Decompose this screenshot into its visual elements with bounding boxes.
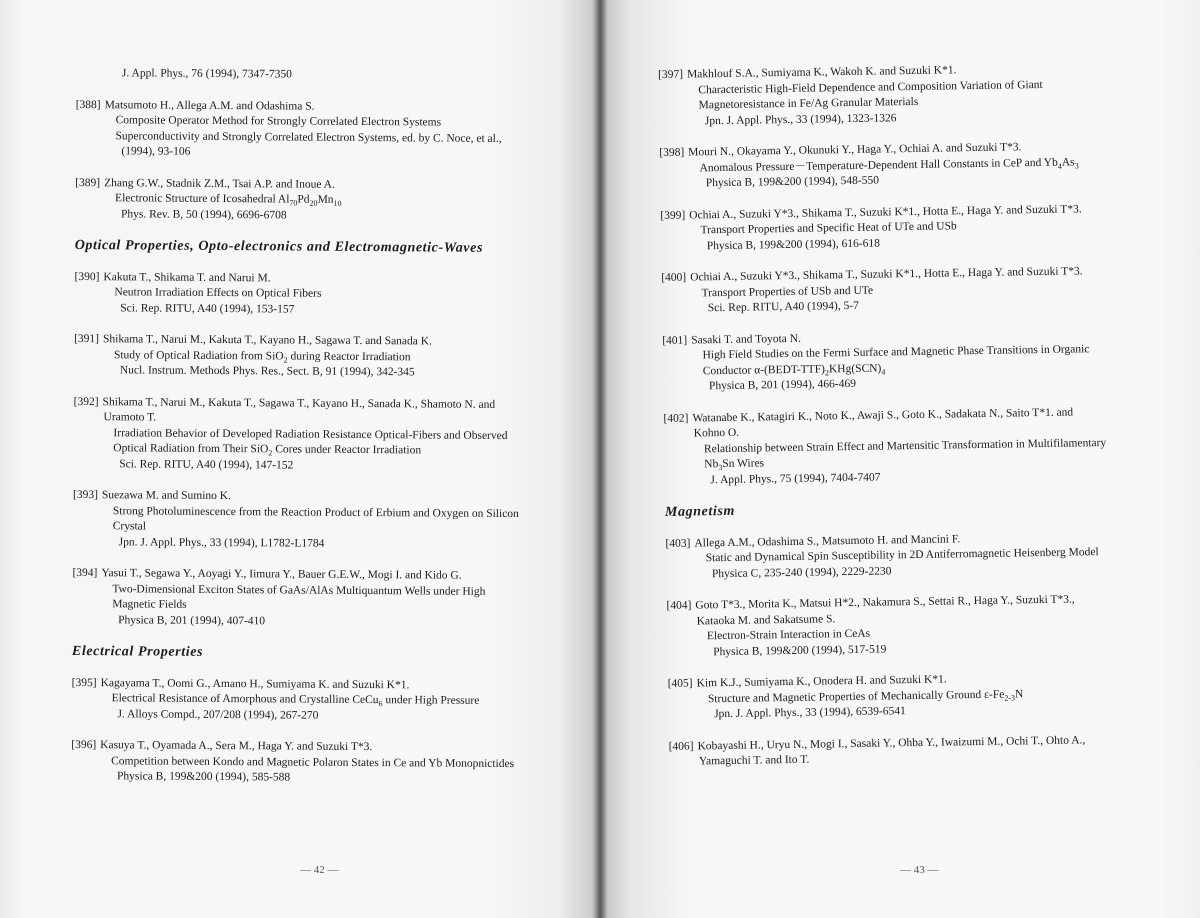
- citation-title: Study of Optical Radiation from SiO$_2$ during Reactor Irradiation: [113, 348, 411, 364]
- citation-number: [406]: [668, 740, 694, 753]
- citation-number: [405]: [667, 677, 693, 690]
- citation-title-cont: Superconductivity and Strongly Correlated Electron Systems, ed. by C. Noce, et al.,: [115, 129, 502, 145]
- citation-authors-cont: Kataoka M. and Sakatsume S.: [696, 612, 836, 627]
- citation-number: [404]: [666, 599, 692, 612]
- citation-number: [396]: [71, 738, 97, 752]
- section-heading: Magnetism: [664, 503, 736, 520]
- citation-title-cont: Crystal: [112, 520, 147, 533]
- citation-authors: Shikama T., Narui M., Kakuta T., Kayano H., Sagawa T. and Sanada K.: [102, 333, 433, 348]
- citation-title: Transport Properties of USb and UTe: [701, 284, 874, 299]
- citation-entry: [660, 200, 1181, 255]
- citation-journal: J. Appl. Phys., 75 (1994), 7404-7407: [710, 471, 881, 486]
- citation-title-cont: Optical Radiation from Their SiO$_2$ Cores under Reactor Irradiation: [113, 442, 422, 458]
- citation-journal: Jpn. J. Appl. Phys., 33 (1994), 6539-6541: [714, 705, 906, 721]
- citation-title: Composite Operator Method for Strongly Correlated Electron Systems: [115, 114, 442, 129]
- citation-entry: [662, 325, 1183, 395]
- citation-journal: Physica B, 201 (1994), 407-410: [118, 613, 266, 627]
- citation-title: Strong Photoluminescence from the Reaction Product of Erbium and Oxygen on Silicon: [112, 504, 519, 520]
- citation-authors: Shikama T., Narui M., Kakuta T., Sagawa T., Kayano H., Sanada K., Shamoto N. and: [102, 395, 496, 411]
- citation-title: Electron-Strain Interaction in CeAs: [706, 627, 871, 643]
- citation-journal: Nucl. Instrum. Methods Phys. Res., Sect. B, 91 (1994), 342-345: [119, 364, 415, 379]
- citation-journal: Physica C, 235-240 (1994), 2229-2230: [711, 564, 892, 580]
- citation-entry: [668, 669, 1189, 724]
- citation-journal: Sci. Rep. RITU, A40 (1994), 153-157: [120, 301, 295, 316]
- citation-entry: [658, 60, 1179, 130]
- citation-authors: Kakuta T., Shikama T. and Narui M.: [103, 270, 271, 284]
- citation-authors: Yasui T., Segawa Y., Aoyagi Y., Iimura Y., Bauer G.E.W., Mogi I. and Kido G.: [101, 567, 462, 582]
- citation-number: [398]: [659, 146, 685, 159]
- citation-authors: Suezawa M. and Sumino K.: [101, 489, 232, 503]
- citation-entry: [665, 528, 1186, 583]
- citation-entry: [75, 97, 575, 162]
- citation-entry: [659, 138, 1180, 193]
- citation-entry: [669, 731, 1189, 770]
- citation-number: [397]: [658, 68, 684, 81]
- citation-authors-cont: Yamaguchi T. and Ito T.: [698, 753, 810, 768]
- citation-title: Characteristic High-Field Dependence and Composition Variation of Giant: [698, 78, 1043, 96]
- citation-title-cont: Magnetoresistance in Fe/Ag Granular Materials: [698, 95, 919, 112]
- citation-authors: Matsumoto H., Allega A.M. and Odashima S.: [104, 98, 315, 113]
- citation-number: [400]: [661, 271, 687, 284]
- citation-title: Static and Dynamical Spin Susceptibility in 2D Antiferromagnetic Heisenberg Model: [705, 546, 1099, 565]
- citation-authors: Kobayashi H., Uryu N., Mogi I., Sasaki Y., Ohba Y., Iwaizumi M., Ochi T., Ohto A.,: [697, 733, 1086, 752]
- citation-number: [394]: [72, 566, 98, 580]
- citation-title-cont: Magnetic Fields: [112, 598, 187, 611]
- left-page-column: [71, 66, 576, 804]
- citation-number: [391]: [74, 332, 100, 346]
- citation-authors: Kasuya T., Oyamada A., Sera M., Haga Y. and Suzuki T*3.: [100, 739, 373, 754]
- citation-entry: [74, 269, 574, 319]
- citation-entry: [71, 738, 571, 788]
- citation-authors: Ochiai A., Suzuki Y*3., Shikama T., Suzuki K*1., Hotta E., Haga Y. and Suzuki T*3.: [689, 202, 1082, 222]
- citation-entry: [661, 263, 1182, 318]
- page-number-left: — 42 —: [300, 864, 339, 876]
- citation-entry: [72, 566, 572, 631]
- citation-journal: Sci. Rep. RITU, A40 (1994), 5-7: [707, 299, 859, 315]
- citation-authors: Zhang G.W., Stadnik Z.M., Tsai A.P. and Inoue A.: [104, 176, 335, 191]
- citation-entry: [75, 175, 575, 225]
- citation-authors: Mouri N., Okayama Y., Okunuki Y., Haga Y., Ochiai A. and Suzuki T*3.: [688, 141, 1022, 159]
- citation-number: [388]: [75, 98, 101, 111]
- citation-number: [393]: [72, 488, 98, 502]
- citation-journal: Physica B, 199&200 (1994), 585-588: [117, 770, 291, 784]
- citation-journal: Physica B, 199&200 (1994), 616-618: [706, 237, 881, 252]
- section-heading: Optical Properties, Opto-electronics and Electromagnetic-Waves: [74, 237, 484, 256]
- citation-journal: Physica B, 201 (1994), 466-469: [708, 377, 857, 393]
- citation-title: Transport Properties and Specific Heat of UTe and USb: [700, 220, 957, 237]
- continued-citation: [76, 66, 576, 85]
- citation-authors: Makhlouf S.A., Sumiyama K., Wakoh K. and Suzuki K*1.: [686, 64, 957, 81]
- citation-journal: J. Alloys Compd., 207/208 (1994), 267-270: [117, 707, 319, 722]
- citation-number: [399]: [660, 209, 686, 222]
- citation-title: Electrical Resistance of Amorphous and Crystalline CeCu$_6$ under High Pressure: [111, 692, 480, 709]
- citation-entry: [666, 591, 1187, 661]
- right-page: [600, 0, 1200, 918]
- citation-title: Two-Dimensional Exciton States of GaAs/AlAs Multiquantum Wells under High: [112, 582, 486, 598]
- citation-authors-cont: Uramoto T.: [103, 411, 157, 424]
- citation-title: Neutron Irradiation Effects on Optical Fibers: [114, 286, 322, 300]
- citation-entry: [71, 675, 571, 725]
- citation-title: Anomalous Pressure－Temperature-Dependent Hall Constants in CeP and $Yb_4As_3$: [699, 155, 1079, 174]
- citation-journal: Jpn. J. Appl. Phys., 33 (1994), 1323-1326: [704, 111, 897, 127]
- citation-title: Irradiation Behavior of Developed Radiation Resistance Optical-Fibers and Observed: [113, 426, 508, 442]
- citation-authors: Goto T*3., Morita K., Matsui H*2., Nakamura S., Settai R., Haga Y., Suzuki T*3.,: [695, 593, 1075, 612]
- citation-number: [403]: [665, 537, 691, 550]
- right-page-column: [658, 60, 1189, 787]
- citation-number: [402]: [663, 412, 689, 425]
- citation-number: [392]: [73, 395, 99, 408]
- citation-title: Relationship between Strain Effect and Martensitic Transformation in Multifilamentary: [703, 436, 1107, 455]
- citation-title: Electronic Structure of Icosahedral $Al_{70}Pd_{20}Mn_{10}$: [115, 192, 342, 208]
- citation-title-cont: Conductor $\alpha-(BEDT-TTF)_2KHg(SCN)_4$: [702, 362, 886, 377]
- citation-title: Competition between Kondo and Magnetic Polaron States in Ce and Yb Monopnictides: [111, 754, 515, 770]
- citation-journal: Physica B, 199&200 (1994), 548-550: [705, 174, 880, 190]
- citation-title-cont: $Nb_3Sn$ Wires: [704, 457, 765, 473]
- section-heading: Electrical Properties: [71, 643, 204, 660]
- citation-title: High Field Studies on the Fermi Surface and Magnetic Phase Transitions in Organic: [702, 343, 1090, 362]
- citation-authors: Ochiai A., Suzuki Y*3., Shikama T., Suzuki K*1., Hotta E., Haga Y. and Suzuki T*3.: [690, 265, 1083, 284]
- citation-entry: [73, 488, 573, 553]
- citation-number: [395]: [71, 676, 97, 689]
- citation-number: [389]: [75, 176, 101, 189]
- book-gutter-shadow: [592, 0, 608, 918]
- citation-authors: Kim K.J., Sumiyama K., Onodera H. and Suzuki K*1.: [696, 673, 947, 690]
- citation-number: [401]: [662, 334, 688, 347]
- citation-authors: Kagayama T., Oomi G., Amano H., Sumiyama K. and Suzuki K*1.: [100, 676, 410, 691]
- citation-journal: Phys. Rev. B, 50 (1994), 6696-6708: [120, 207, 287, 221]
- citation-title: Structure and Magnetic Properties of Mechanically Ground $\varepsilon-Fe_{2-3}N$: [707, 687, 1024, 705]
- citation-entry: [73, 394, 574, 475]
- citation-entry: [74, 332, 574, 382]
- citation-authors: Sasaki T. and Toyota N.: [691, 332, 801, 347]
- citation-journal: Jpn. J. Appl. Phys., 33 (1994), L1782-L1784: [118, 535, 325, 550]
- citation-entry: [663, 403, 1184, 489]
- citation-authors: Watanabe K., Katagiri K., Noto K., Awaji S., Goto K., Sadakata N., Saito T*1. and: [692, 406, 1074, 425]
- page-number-right: — 43 —: [900, 864, 939, 876]
- citation-journal: Physica B, 199&200 (1994), 517-519: [713, 642, 887, 658]
- citation-journal: Sci. Rep. RITU, A40 (1994), 147-152: [119, 457, 294, 472]
- citation-authors-cont: Kohno O.: [693, 426, 740, 440]
- citation-journal: J. Appl. Phys., 76 (1994), 7347-7350: [121, 67, 292, 81]
- citation-authors: Allega A.M., Odashima S., Matsumoto H. and Mancini F.: [694, 532, 961, 549]
- citation-number: [390]: [74, 270, 100, 283]
- citation-journal: (1994), 93-106: [121, 145, 191, 158]
